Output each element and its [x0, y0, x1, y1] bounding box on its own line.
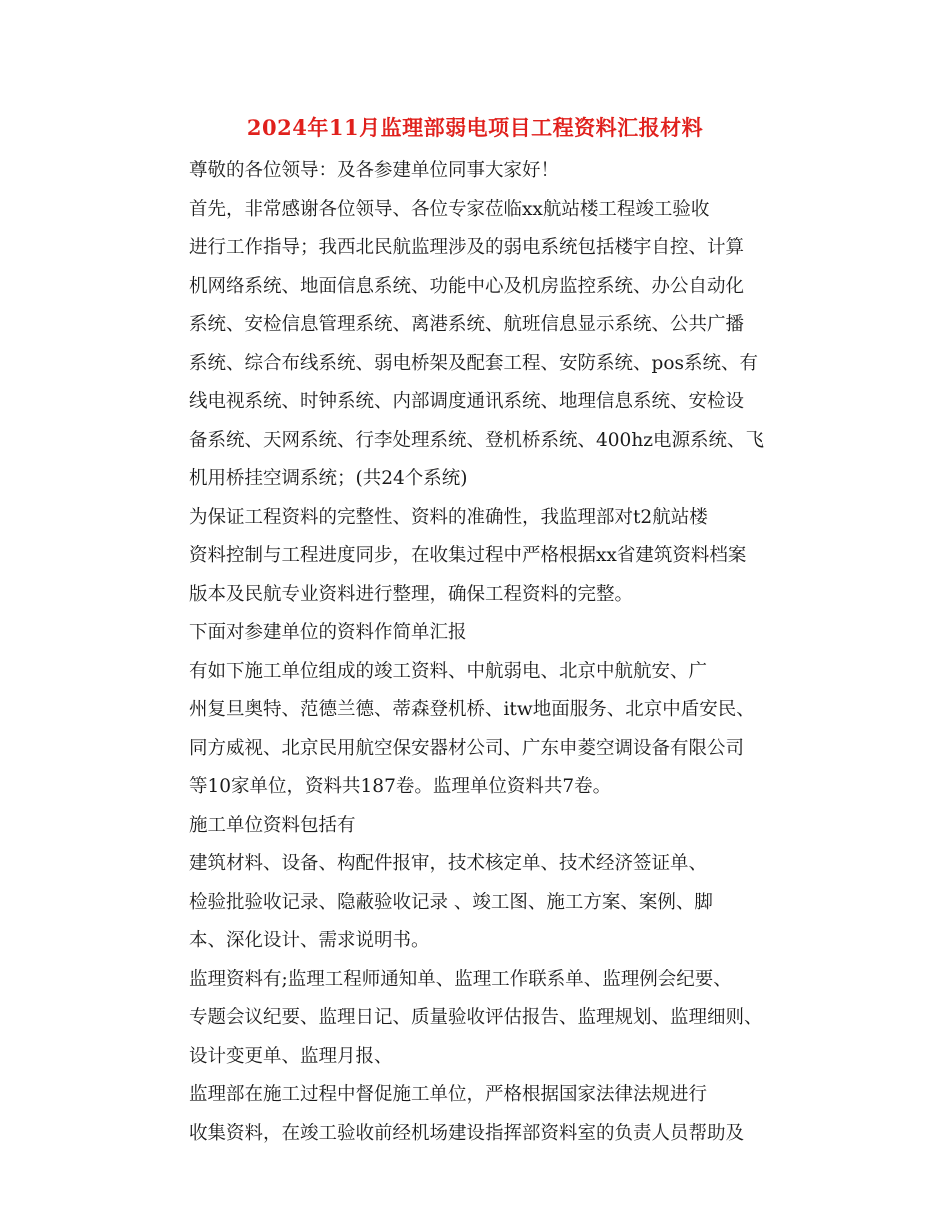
- text-line: 检验批验收记录、隐蔽验收记录 、竣工图、施工方案、案例、脚: [189, 891, 713, 913]
- paragraph-report-intro: [143, 614, 833, 653]
- paragraph-materials: [143, 845, 833, 884]
- text-line: 尊敬的各位领导：及各参建单位同事大家好！: [189, 160, 560, 181]
- paragraph-supervision-docs: [143, 961, 833, 1077]
- text-line: 专题会议纪要、监理日记、质量验收评估报告、监理规划、监理细则、: [189, 1007, 763, 1028]
- text-line: 监理资料有;监理工程师通知单、监理工作联系单、监理例会纪要、: [189, 968, 732, 990]
- text-line: 州复旦奥特、范德兰德、蒂森登机桥、itw地面服务、北京中盾安民、: [189, 699, 755, 720]
- text-line: 备系统、天网系统、行李处理系统、登机桥系统、400hz电源系统、飞: [189, 429, 764, 451]
- text-line: 机用桥挂空调系统；(共24个系统): [189, 468, 468, 489]
- text-line: 资料控制与工程进度同步，在收集过程中严格根据xx省建筑资料档案: [189, 545, 747, 566]
- text-line: 收集资料，在竣工验收前经机场建设指挥部资料室的负责人员帮助及: [189, 1122, 745, 1144]
- paragraph-systems: [143, 191, 833, 499]
- text-line: 系统、安检信息管理系统、离港系统、航班信息显示系统、公共广播: [189, 314, 745, 335]
- text-line: 监理部在施工过程中督促施工单位，严格根据国家法律法规进行: [189, 1084, 708, 1105]
- paragraph-inspection: [143, 884, 833, 961]
- text-line: 为保证工程资料的完整性、资料的准确性，我监理部对t2航站楼: [189, 506, 708, 528]
- text-line: 同方威视、北京民用航空保安器材公司、广东申菱空调设备有限公司: [189, 737, 745, 759]
- text-line: 线电视系统、时钟系统、内部调度通讯系统、地理信息系统、安检设: [189, 391, 745, 412]
- text-line: 首先，非常感谢各位领导、各位专家莅临xx航站楼工程竣工验收: [189, 198, 710, 220]
- text-line: 有如下施工单位组成的竣工资料、中航弱电、北京中航航安、广: [189, 660, 708, 682]
- paragraph-integrity: [143, 499, 833, 615]
- document-body: [143, 152, 833, 1153]
- text-line: 本、深化设计、需求说明书。: [189, 930, 430, 951]
- text-line: 等10家单位，资料共187卷。监理单位资料共7卷。: [189, 776, 612, 797]
- text-line: 进行工作指导；我西北民航监理涉及的弱电系统包括楼宇自控、计算: [189, 237, 745, 258]
- text-line: 机网络系统、地面信息系统、功能中心及机房监控系统、办公自动化: [189, 275, 745, 297]
- paragraph-contractor-docs-heading: [143, 807, 833, 846]
- text-line: 下面对参建单位的资料作简单汇报: [189, 622, 467, 643]
- text-line: 建筑材料、设备、构配件报审，技术核定单、技术经济签证单、: [189, 853, 708, 874]
- document-title: 2024年11月监理部弱电项目工程资料汇报材料: [246, 115, 704, 140]
- paragraph-contractors: [143, 653, 833, 807]
- text-line: 施工单位资料包括有: [189, 814, 356, 836]
- text-line: 设计变更单、监理月报、: [189, 1045, 393, 1067]
- paragraph-greeting: [143, 152, 833, 191]
- text-line: 系统、综合布线系统、弱电桥架及配套工程、安防系统、pos系统、有: [189, 352, 758, 374]
- text-line: 版本及民航专业资料进行整理，确保工程资料的完整。: [189, 583, 634, 605]
- paragraph-collection: [143, 1076, 833, 1153]
